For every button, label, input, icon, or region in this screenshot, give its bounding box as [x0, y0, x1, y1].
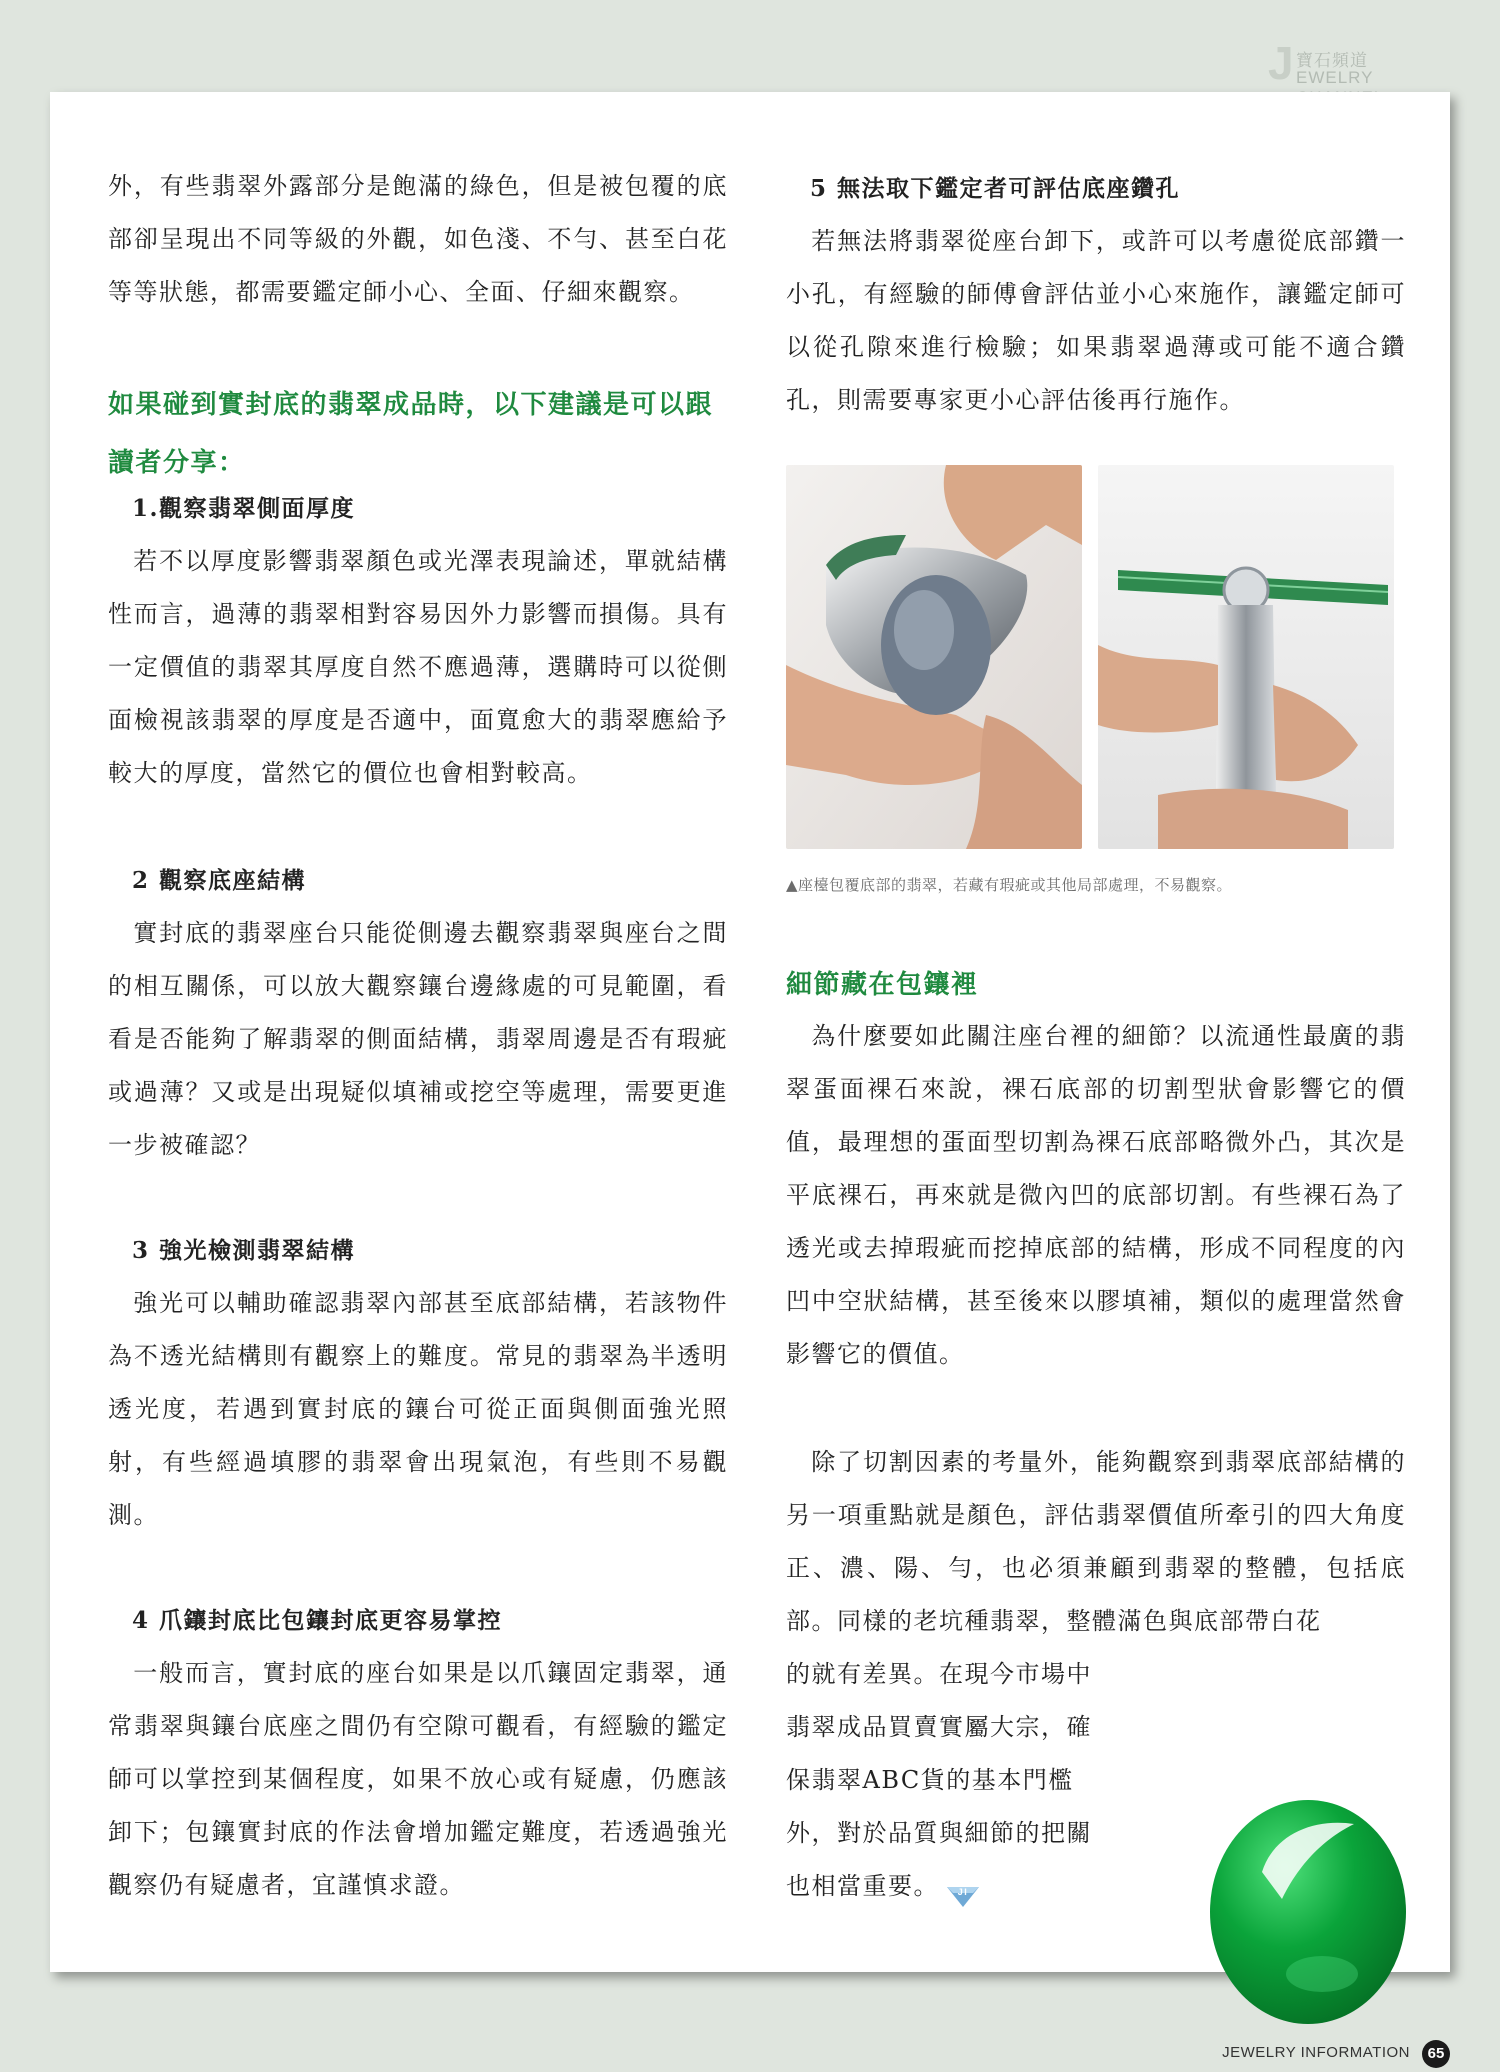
closing-line-2: 翡翠成品買賣實屬大宗，確 [786, 1713, 1092, 1741]
intro-paragraph: 外，有些翡翠外露部分是飽滿的綠色，但是被包覆的底部卻呈現出不同等級的外觀，如色淺、不勻、甚至白花等等狀態，都需要鑑定師小心、全面、仔細來觀察。 [108, 172, 728, 306]
footer-brand: JEWELRY INFORMATION [1222, 2044, 1410, 2061]
channel-logo [1268, 37, 1448, 92]
logo-chinese: 寶石頻道 [1296, 51, 1368, 71]
photo-caption: ▲座檯包覆底部的翡翠，若藏有瑕疵或其他局部處理，不易觀察。 [786, 876, 1233, 894]
paragraph-3: 強光可以輔助確認翡翠內部甚至底部結構，若該物件為不透光結構則有觀察上的難度。常見的翡翠為半透明透光度，若遇到實封底的鑲台可從正面與側面強光照射，有些經過填膠的翡翠會出現氣泡，有些則不易觀測。 [108, 1289, 728, 1529]
detail-paragraph: 為什麼要如此關注座台裡的細節？以流通性最廣的翡翠蛋面裸石來說，裸石底部的切割型狀會影響它的價值，最理想的蛋面型切割為裸石底部略微外凸，其次是平底裸石，再來就是微內凹的底部切割。有些裸石為了透光或去掉瑕疵而挖掉底部的結構，形成不同程度的內凹中空狀結構，甚至後來以膠填補，類似的處理當然會影響它的價值。 [786, 1022, 1406, 1368]
closing-paragraph: 除了切割因素的考量外，能夠觀察到翡翠底部結構的另一項重點就是顏色，評估翡翠價值所牽引的四大角度正、濃、陽、勻，也必須兼顧到翡翠的整體，包括底部。同樣的老坑種翡翠，整體滿色與底部帶白花 [786, 1448, 1406, 1635]
closing-line-1: 的就有差異。在現今市場中 [786, 1660, 1092, 1688]
ring-side-photo [786, 465, 1082, 849]
article-page [50, 92, 1450, 1972]
closing-line-5: 也相當重要。 [786, 1872, 939, 1900]
closing-paragraph-wrap [786, 1648, 1106, 1913]
paragraph-2: 實封底的翡翠座台只能從側邊去觀察翡翠與座台之間的相互關係，可以放大觀察鑲台邊緣處的可見範圍，看看是否能夠了解翡翠的側面結構，翡翠周邊是否有瑕疵或過薄？又或是出現疑似填補或挖空等處理，需要更進一步被確認？ [108, 919, 728, 1159]
subheading-2: 2 觀察底座結構 [132, 867, 307, 894]
subheading-1: 1.觀察翡翠側面厚度 [132, 495, 356, 522]
svg-text:JI: JI [957, 1886, 969, 1897]
closing-line-4: 外，對於品質與細節的把關 [786, 1819, 1092, 1847]
subheading-4: 4 爪鑲封底比包鑲封底更容易掌控 [132, 1607, 503, 1634]
closing-line-3: 保翡翠ABC貨的基本門檻 [786, 1766, 1074, 1794]
closing-line-5-wrap [786, 1860, 1106, 1913]
paragraph-4: 一般而言，實封底的座台如果是以爪鑲固定翡翠，通常翡翠與鑲台底座之間仍有空隙可觀看，有經驗的鑑定師可以掌控到某個程度，如果不放心或有疑慮，仍應該卸下；包鑲實封底的作法會增加鑑定難度，若透過強光觀察仍有疑慮者，宜謹慎求證。 [108, 1659, 728, 1899]
detail-heading: 細節藏在包鑲裡 [786, 970, 979, 1000]
page-number: 65 [1422, 2040, 1450, 2068]
ring-top-photo [1098, 465, 1394, 849]
logo-english: EWELRY [1296, 68, 1374, 87]
subheading-5: 5 無法取下鑑定者可評估底座鑽孔 [810, 175, 1181, 202]
subheading-3: 3 強光檢測翡翠結構 [132, 1237, 356, 1264]
diamond-end-icon [943, 1875, 983, 1901]
logo-letter: J [1268, 37, 1294, 89]
paragraph-1: 若不以厚度影響翡翠顏色或光澤表現論述，單就結構性而言，過薄的翡翠相對容易因外力影響而損傷。具有一定價值的翡翠其厚度自然不應過薄，選購時可以從側面檢視該翡翠的厚度是否適中，面寬愈大的翡翠應給予較大的厚度，當然它的價位也會相對較高。 [108, 547, 728, 787]
section-heading: 如果碰到實封底的翡翠成品時，以下建議是可以跟讀者分享： [108, 390, 714, 478]
jade-cabochon-image [1204, 1794, 1412, 2030]
paragraph-5: 若無法將翡翠從座台卸下，或許可以考慮從底部鑽一小孔，有經驗的師傅會評估並小心來施作，讓鑑定師可以從孔隙來進行檢驗；如果翡翠過薄或可能不適合鑽孔，則需要專家更小心評估後再行施作。 [786, 227, 1406, 414]
